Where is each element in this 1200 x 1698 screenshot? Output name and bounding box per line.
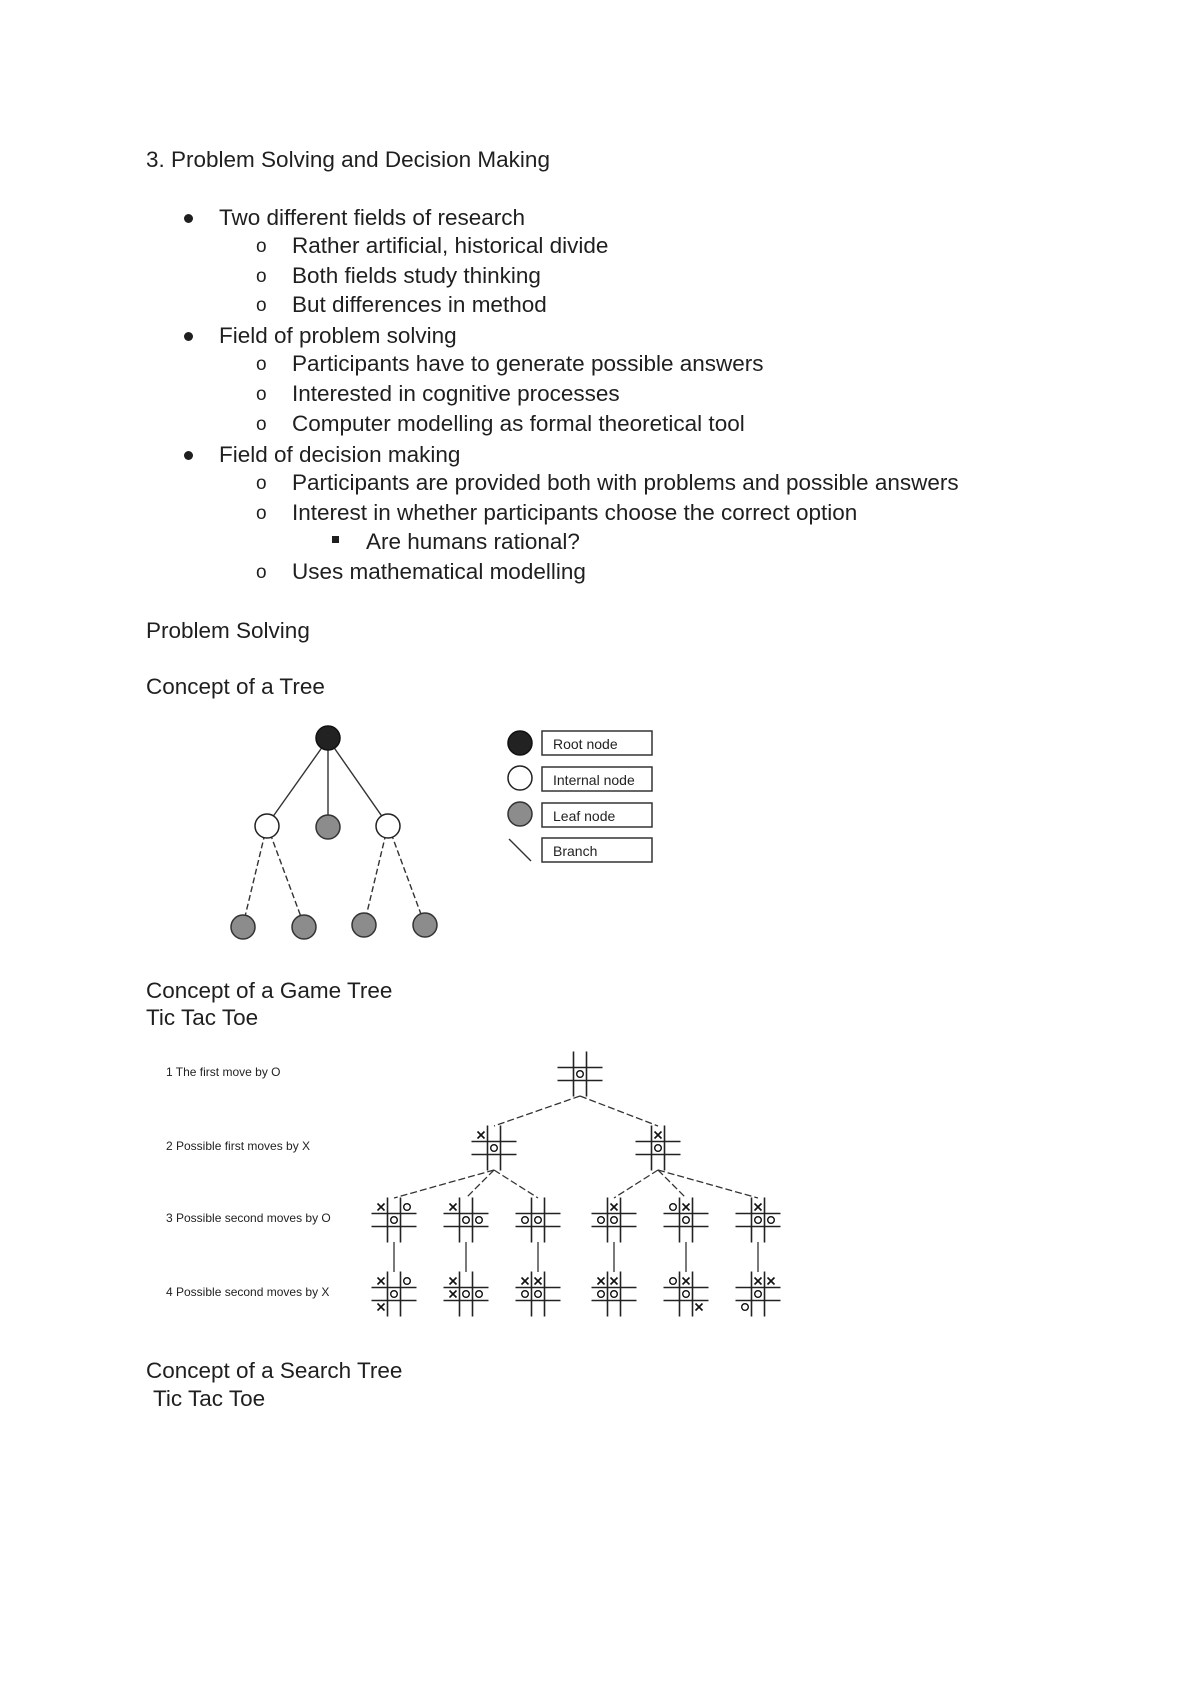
legend-leaf-swatch	[508, 802, 532, 826]
x-mark	[522, 1278, 529, 1285]
legend-internal-label: Internal node	[553, 772, 635, 788]
o-mark	[670, 1204, 677, 1211]
legend-root-label: Root node	[553, 736, 618, 752]
list-item: Interested in cognitive processes	[292, 381, 620, 406]
game-tree-edge	[394, 1170, 494, 1198]
bullet-circle: o	[256, 236, 267, 257]
root-node	[316, 726, 340, 750]
o-mark	[476, 1291, 483, 1298]
x-mark	[683, 1278, 690, 1285]
x-mark	[696, 1304, 703, 1311]
list-item: But differences in method	[292, 292, 547, 317]
tic-tac-toe-board	[636, 1126, 681, 1171]
section-subtitle: Tic Tac Toe	[146, 1005, 259, 1030]
bullet-circle: o	[256, 354, 267, 375]
list-item: Participants have to generate possible answers	[292, 351, 764, 376]
level-label: 4 Possible second moves by X	[166, 1285, 330, 1299]
game-tree-edge	[580, 1096, 658, 1126]
level-label: 3 Possible second moves by O	[166, 1211, 331, 1225]
bullet-circle: o	[256, 384, 267, 405]
bullet-circle: o	[256, 473, 267, 494]
list-item: Interest in whether participants choose the correct option	[292, 500, 858, 525]
section-heading: Concept of a Search Tree	[146, 1358, 403, 1383]
o-mark	[611, 1291, 618, 1298]
o-mark	[391, 1217, 398, 1224]
list-item: Are humans rational?	[366, 529, 580, 554]
tic-tac-toe-board	[664, 1272, 709, 1317]
internal-node	[376, 814, 400, 838]
o-mark	[755, 1217, 762, 1224]
o-mark	[522, 1291, 529, 1298]
o-mark	[476, 1217, 483, 1224]
tic-tac-toe-board	[372, 1198, 417, 1243]
tic-tac-toe-board	[664, 1198, 709, 1243]
x-mark	[450, 1278, 457, 1285]
list-item: Field of problem solving	[219, 323, 457, 348]
level-label: 2 Possible first moves by X	[166, 1139, 311, 1153]
tic-tac-toe-board	[516, 1198, 561, 1243]
leaf-node	[352, 913, 376, 937]
x-mark	[655, 1132, 662, 1139]
x-mark	[611, 1278, 618, 1285]
game-tree-edge	[494, 1170, 538, 1198]
game-tree-edge	[614, 1170, 658, 1198]
bullet-circle: o	[256, 266, 267, 287]
o-mark	[577, 1071, 584, 1078]
o-mark	[404, 1204, 411, 1211]
bullet-circle: o	[256, 562, 267, 583]
game-tree-edge	[494, 1096, 580, 1126]
o-mark	[463, 1217, 470, 1224]
section-heading: Problem Solving	[146, 618, 310, 643]
tic-tac-toe-board	[736, 1272, 781, 1317]
tic-tac-toe-board	[444, 1272, 489, 1317]
legend-branch-swatch	[509, 839, 531, 861]
bullet-circle: o	[256, 295, 267, 316]
x-mark	[478, 1132, 485, 1139]
leaf-node	[413, 913, 437, 937]
x-mark	[535, 1278, 542, 1285]
list-item: Computer modelling as formal theoretical tool	[292, 411, 745, 436]
legend-root-swatch	[508, 731, 532, 755]
o-mark	[655, 1145, 662, 1152]
section-heading: Concept of a Game Tree	[146, 978, 393, 1003]
tic-tac-toe-board	[592, 1272, 637, 1317]
level-label: 1 The first move by O	[166, 1065, 281, 1079]
o-mark	[670, 1278, 677, 1285]
x-mark	[378, 1278, 385, 1285]
game-tree-diagram	[150, 1040, 810, 1320]
leaf-node	[292, 915, 316, 939]
bullet-dot	[184, 451, 193, 460]
page-heading: 3. Problem Solving and Decision Making	[146, 147, 550, 172]
o-mark	[755, 1291, 762, 1298]
legend-leaf-label: Leaf node	[553, 808, 616, 824]
x-mark	[450, 1204, 457, 1211]
list-item: Field of decision making	[219, 442, 461, 467]
o-mark	[491, 1145, 498, 1152]
bullet-circle: o	[256, 503, 267, 524]
x-mark	[768, 1278, 775, 1285]
tic-tac-toe-board	[592, 1198, 637, 1243]
list-item: Uses mathematical modelling	[292, 559, 586, 584]
x-mark	[683, 1204, 690, 1211]
tic-tac-toe-board	[472, 1126, 517, 1171]
o-mark	[535, 1217, 542, 1224]
game-tree-edge	[658, 1170, 758, 1198]
o-mark	[768, 1217, 775, 1224]
o-mark	[742, 1304, 749, 1311]
o-mark	[535, 1291, 542, 1298]
legend-internal-swatch	[508, 766, 532, 790]
o-mark	[683, 1291, 690, 1298]
x-mark	[755, 1278, 762, 1285]
list-item: Both fields study thinking	[292, 263, 541, 288]
section-subtitle: Tic Tac Toe	[153, 1386, 266, 1411]
x-mark	[598, 1278, 605, 1285]
tic-tac-toe-board	[372, 1272, 417, 1317]
tic-tac-toe-board	[516, 1272, 561, 1317]
leaf-node	[316, 815, 340, 839]
o-mark	[391, 1291, 398, 1298]
game-tree-level-labels	[166, 1065, 331, 1299]
section-heading: Concept of a Tree	[146, 674, 325, 699]
bullet-dot	[184, 332, 193, 341]
x-mark	[611, 1204, 618, 1211]
tic-tac-toe-board	[444, 1198, 489, 1243]
game-tree-edges	[394, 1096, 758, 1272]
tic-tac-toe-board	[558, 1052, 603, 1097]
o-mark	[404, 1278, 411, 1285]
o-mark	[598, 1291, 605, 1298]
tree-legend	[508, 731, 652, 862]
o-mark	[611, 1217, 618, 1224]
list-item: Two different fields of research	[219, 205, 525, 230]
bullet-square	[332, 536, 339, 543]
x-mark	[378, 1204, 385, 1211]
internal-node	[255, 814, 279, 838]
leaf-node	[231, 915, 255, 939]
o-mark	[598, 1217, 605, 1224]
list-item: Participants are provided both with problems and possible answers	[292, 470, 959, 495]
x-mark	[378, 1304, 385, 1311]
o-mark	[522, 1217, 529, 1224]
bullet-circle: o	[256, 414, 267, 435]
o-mark	[683, 1217, 690, 1224]
x-mark	[755, 1204, 762, 1211]
x-mark	[450, 1291, 457, 1298]
bullet-dot	[184, 214, 193, 223]
legend-branch-label: Branch	[553, 843, 598, 859]
list-item: Rather artificial, historical divide	[292, 233, 609, 258]
tree-diagram	[220, 715, 680, 945]
tic-tac-toe-board	[736, 1198, 781, 1243]
o-mark	[463, 1291, 470, 1298]
game-tree-boards	[372, 1052, 781, 1317]
